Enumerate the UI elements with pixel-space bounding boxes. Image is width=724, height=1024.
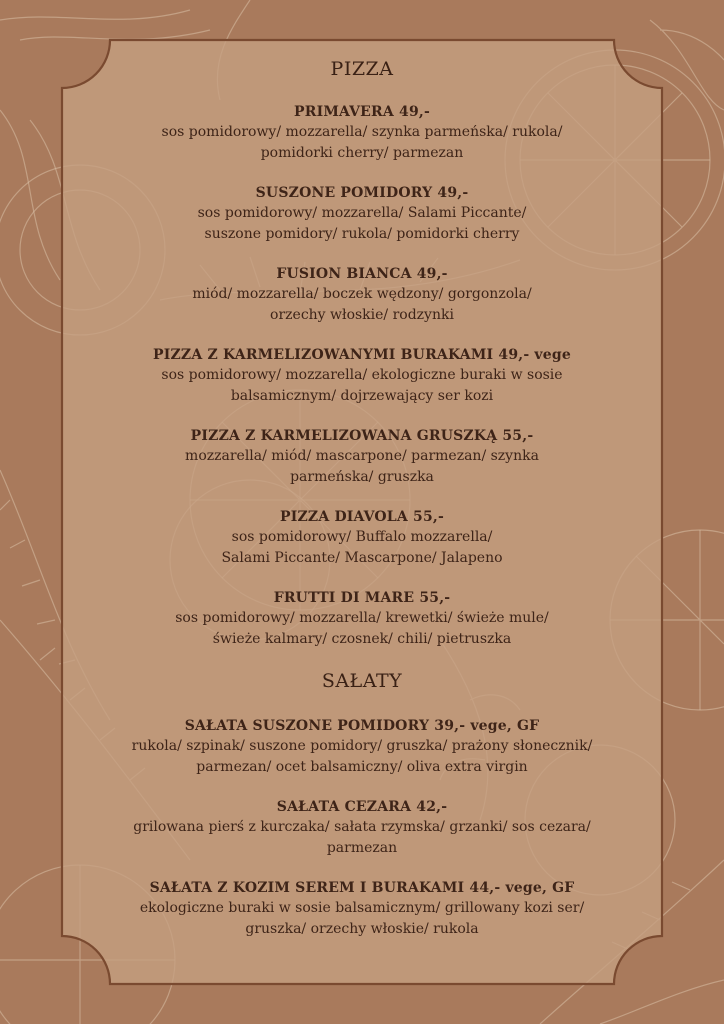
item-description: pomidorki cherry/ parmezan bbox=[260, 145, 464, 161]
item-name: PRIMAVERA bbox=[294, 104, 394, 120]
item-description: sos pomidorowy/ mozzarella/ ekologiczne buraki w sosie bbox=[161, 367, 563, 383]
item-price: 49,- bbox=[498, 347, 530, 363]
item-description: grilowana pierś z kurczaka/ sałata rzymska/ grzanki/ sos cezara/ bbox=[133, 819, 591, 835]
item-price: 44,- bbox=[469, 880, 501, 896]
item-name: FUSION BIANCA bbox=[276, 266, 412, 282]
item-price: 49,- bbox=[416, 266, 448, 282]
menu-item bbox=[60, 102, 664, 164]
item-price: 55,- bbox=[419, 590, 451, 606]
item-price: 49,- bbox=[399, 104, 430, 120]
item-name: PIZZA Z KARMELIZOWANA GRUSZKĄ bbox=[190, 428, 498, 444]
item-name: SUSZONE POMIDORY bbox=[255, 185, 433, 201]
item-description: sos pomidorowy/ mozzarella/ szynka parmeńska/ rukola/ bbox=[161, 124, 563, 140]
menu-item bbox=[60, 183, 664, 245]
item-price: 55,- bbox=[502, 428, 534, 444]
item-description: parmeńska/ gruszka bbox=[290, 469, 434, 485]
section-title-pizza: PIZZA bbox=[330, 58, 394, 80]
menu-content bbox=[60, 58, 664, 959]
item-name: PIZZA Z KARMELIZOWANYMI BURAKAMI bbox=[153, 347, 494, 363]
item-price: 55,- bbox=[413, 509, 444, 525]
item-name: SAŁATA SUSZONE POMIDORY bbox=[184, 718, 430, 734]
item-price: 49,- bbox=[437, 185, 469, 201]
item-tags: vege, GF bbox=[470, 718, 540, 734]
item-description: sos pomidorowy/ Buffalo mozzarella/ bbox=[231, 529, 493, 545]
item-tags: vege bbox=[534, 347, 571, 363]
item-description: suszone pomidory/ rukola/ pomidorki cherry bbox=[204, 226, 520, 242]
menu-item bbox=[60, 797, 664, 859]
item-description: rukola/ szpinak/ suszone pomidory/ gruszka/ prażony słonecznik/ bbox=[131, 738, 593, 754]
item-description: miód/ mozzarella/ boczek wędzony/ gorgonzola/ bbox=[192, 286, 532, 302]
item-name: PIZZA DIAVOLA bbox=[280, 509, 408, 525]
item-description: orzechy włoskie/ rodzynki bbox=[270, 307, 454, 323]
item-description: mozzarella/ miód/ mascarpone/ parmezan/ szynka bbox=[185, 448, 539, 464]
item-description: sos pomidorowy/ mozzarella/ Salami Piccante/ bbox=[197, 205, 527, 221]
item-description: ekologiczne buraki w sosie balsamicznym/ grillowany kozi ser/ bbox=[139, 900, 585, 916]
menu-item bbox=[60, 345, 664, 407]
item-description: Salami Piccante/ Mascarpone/ Jalapeno bbox=[221, 550, 503, 566]
section-title-salaty: SAŁATY bbox=[321, 670, 403, 692]
item-description: sos pomidorowy/ mozzarella/ krewetki/ świeże mule/ bbox=[175, 610, 549, 626]
item-description: balsamicznym/ dojrzewający ser kozi bbox=[230, 388, 494, 404]
menu-item bbox=[60, 716, 664, 778]
menu-item bbox=[60, 507, 664, 569]
menu-item bbox=[60, 426, 664, 488]
item-description: świeże kalmary/ czosnek/ chili/ pietruszka bbox=[212, 631, 512, 647]
item-tags: vege, GF bbox=[505, 880, 575, 896]
menu-item bbox=[60, 588, 664, 650]
item-price: 39,- bbox=[434, 718, 466, 734]
item-description: gruszka/ orzechy włoskie/ rukola bbox=[245, 921, 479, 937]
item-name: SAŁATA Z KOZIM SEREM I BURAKAMI bbox=[149, 880, 465, 896]
item-name: FRUTTI DI MARE bbox=[273, 590, 415, 606]
item-description: parmezan bbox=[326, 840, 398, 856]
menu-item bbox=[60, 878, 664, 940]
item-name: SAŁATA CEZARA bbox=[276, 799, 412, 815]
menu-item bbox=[60, 264, 664, 326]
item-description: parmezan/ ocet balsamiczny/ oliva extra virgin bbox=[196, 759, 528, 775]
item-price: 42,- bbox=[416, 799, 448, 815]
